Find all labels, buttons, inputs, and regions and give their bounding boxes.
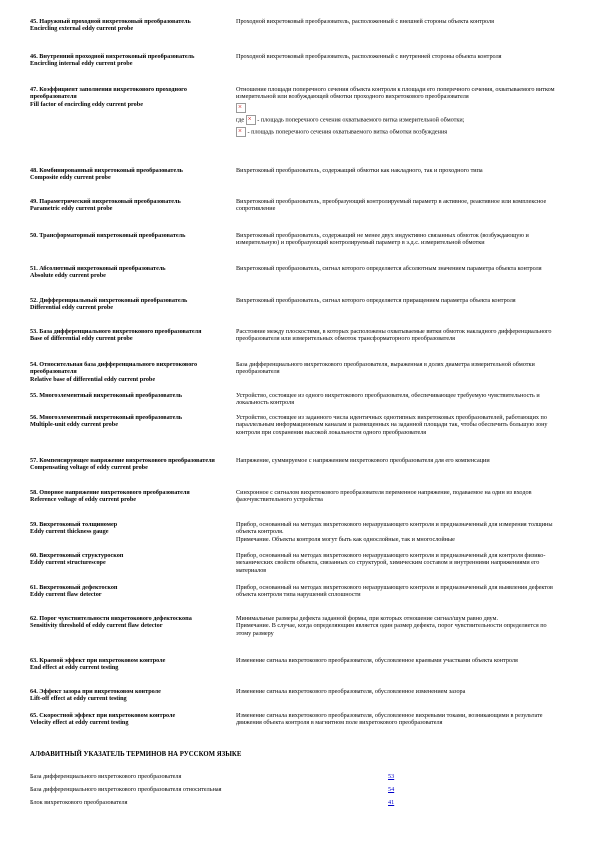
term-russian: 58. Опорное напряжение вихретокового преобразователя xyxy=(30,489,190,496)
definition-paragraph: Минимальные размеры дефекта заданной формы, при которых отношение сигнал/шум равно двум. xyxy=(236,615,499,622)
term-english: Sensitivity threshold of eddy current flaw detector xyxy=(30,622,163,630)
index-term: Блок вихретокового преобразователя xyxy=(30,799,128,806)
term-english: Velocity effect at eddy current testing xyxy=(30,719,129,727)
term-name xyxy=(30,232,230,239)
term-definition xyxy=(236,53,562,60)
term-definition xyxy=(236,457,562,464)
broken-image-icon xyxy=(236,103,246,113)
term-definition xyxy=(236,521,562,543)
formula-where: где xyxy=(236,116,246,124)
term-definition xyxy=(236,167,562,174)
definition-paragraph: Прибор, основанный на методах вихретокового неразрушающего контроля и предназначенный для измерения толщины объекта контроля. xyxy=(236,521,553,536)
term-name xyxy=(30,489,230,504)
term-russian: 54. Относительная база дифференциального вихретокового преобразователя xyxy=(30,361,198,376)
term-english: Encircling internal eddy current probe xyxy=(30,60,133,68)
term-russian: 48. Комбинированный вихретоковый преобразователь xyxy=(30,167,183,174)
term-definition xyxy=(236,392,562,407)
term-russian: 49. Параметрический вихретоковый преобразователь xyxy=(30,198,181,205)
term-definition xyxy=(236,328,562,343)
broken-image-icon xyxy=(236,127,246,137)
term-russian: 46. Внутренний проходной вихретоковый преобразователь xyxy=(30,53,195,60)
term-russian: 63. Краевой эффект при вихретоковом контроле xyxy=(30,657,166,664)
term-english: Encircling external eddy current probe xyxy=(30,25,134,33)
index-ref-link[interactable]: 41 xyxy=(388,799,395,806)
term-english: Absolute eddy current probe xyxy=(30,272,106,280)
term-name xyxy=(30,265,230,280)
term-english: Multiple-unit eddy current probe xyxy=(30,421,118,429)
term-definition xyxy=(236,615,562,637)
index-title: АЛФАВИТНЫЙ УКАЗАТЕЛЬ ТЕРМИНОВ НА РУССКОМ ЯЗЫКЕ xyxy=(30,751,242,758)
term-russian: 50. Трансформаторный вихретоковый преобразователь xyxy=(30,232,186,239)
definition-paragraph: Вихретоковый преобразователь, сигнал которого определяется абсолютным значением параметра объекта контроля xyxy=(236,265,542,272)
definition-paragraph: Проходной вихретоковый преобразователь, расположенный с внутренней стороны объекта контроля xyxy=(236,53,502,60)
term-russian: 47. Коэффициент заполнения вихретокового проходного преобразователя xyxy=(30,86,187,101)
term-name xyxy=(30,361,230,383)
index-row xyxy=(30,773,450,781)
definition-paragraph: Напряжение, суммируемое с напряжением вихретокового преобразователя для его компенсации xyxy=(236,457,490,464)
term-english: Eddy current flaw detector xyxy=(30,591,102,599)
term-russian: 56. Многоэлементный вихретоковый преобразователь xyxy=(30,414,183,421)
term-name xyxy=(30,198,230,213)
term-russian: 55. Многоэлементный вихретоковый преобразователь xyxy=(30,392,183,399)
index-row xyxy=(30,799,450,807)
term-name xyxy=(30,688,230,703)
index-term: База дифференциального вихретокового преобразователя относительная xyxy=(30,786,222,793)
term-russian: 53. База дифференциального вихретокового преобразователя xyxy=(30,328,202,335)
term-name xyxy=(30,457,230,472)
definition-paragraph: Изменение сигнала вихретокового преобразователя, обусловленное вихревыми токами, возникающими в результате движения объекта контроля в магнитном поле вихретокового преобразователя xyxy=(236,712,543,727)
definition-paragraph: Изменение сигнала вихретокового преобразователя, обусловленное краевыми участками объекта контроля xyxy=(236,657,518,664)
term-name xyxy=(30,552,230,567)
term-english: Reference voltage of eddy current probe xyxy=(30,496,137,504)
term-name xyxy=(30,53,230,68)
term-definition xyxy=(236,198,562,213)
definition-paragraph: Изменение сигнала вихретокового преобразователя, обусловленное изменением зазора xyxy=(236,688,466,695)
definition-paragraph: База дифференциального вихретокового преобразователя, выраженная в долях диаметра измерительной обмотки преобразователя xyxy=(236,361,535,376)
broken-image-icon xyxy=(246,115,256,125)
term-definition xyxy=(236,265,562,272)
definition-paragraph: Проходной вихретоковый преобразователь, расположенный с внешней стороны объекта контроля xyxy=(236,18,494,25)
term-name xyxy=(30,86,230,108)
index-term: База дифференциального вихретокового преобразователя xyxy=(30,773,182,780)
term-russian: 57. Компенсирующее напряжение вихретокового преобразователя xyxy=(30,457,215,464)
term-english: Composite eddy current probe xyxy=(30,174,111,182)
definition-paragraph: Синхронное с сигналом вихретокового преобразователя переменное напряжение, подаваемое на один из входов фазочувствительного устройства xyxy=(236,489,532,504)
term-russian: 62. Порог чувствительности вихретокового дефектоскопа xyxy=(30,615,192,622)
term-russian: 52. Дифференциальный вихретоковый преобразователь xyxy=(30,297,188,304)
term-english: Base of differential eddy current probe xyxy=(30,335,133,343)
term-russian: 65. Скоростной эффект при вихретоковом контроле xyxy=(30,712,176,719)
term-english: Eddy current thickness gauge xyxy=(30,528,109,536)
term-english: End effect at eddy current testing xyxy=(30,664,119,672)
term-name xyxy=(30,521,230,536)
term-definition xyxy=(236,552,562,574)
definition-paragraph: Устройство, состоящее из одного вихретокового преобразователя, обеспечивающее требуемую чувствительность и локальность контроля xyxy=(236,392,540,407)
definition-paragraph: Отношение площади поперечного сечения объекта контроля к площади его поперечного сечения, охватываемого витком измерительной или возбуждающей обмотки проходного вихретокового преобразователя xyxy=(236,86,555,101)
term-russian: 45. Наружный проходной вихретоковый преобразователь xyxy=(30,18,191,25)
term-english: Compensating voltage of eddy current probe xyxy=(30,464,148,472)
index-ref-link[interactable]: 54 xyxy=(388,786,395,793)
definition-paragraph: Примечание. Объекты контроля могут быть как однослойные, так и многослойные xyxy=(236,535,455,543)
term-russian: 51. Абсолютный вихретоковый преобразователь xyxy=(30,265,166,272)
definition-paragraph: Вихретоковый преобразователь, преобразующий контролируемый параметр в активное, реактивное или комплексное сопротивление xyxy=(236,198,547,213)
term-russian: 61. Вихретоковый дефектоскоп xyxy=(30,584,118,591)
term-english: Relative base of differential eddy current probe xyxy=(30,375,156,383)
term-english: Fill factor of encircling eddy current probe xyxy=(30,100,143,108)
term-russian: 59. Вихретоковый толщиномер xyxy=(30,521,118,528)
term-name xyxy=(30,657,230,672)
definition-paragraph: Примечание. В случае, когда определяющим является один размер дефекта, порог чувствительности определяется по этому размеру xyxy=(236,622,547,637)
definition-paragraph: Вихретоковый преобразователь, сигнал которого определяется приращением параметра объекта контроля xyxy=(236,297,516,304)
definition-paragraph: Вихретоковый преобразователь, содержащий обмотки как накладного, так и проходного типа xyxy=(236,167,483,174)
term-russian: 60. Вихретоковый структуроскоп xyxy=(30,552,124,559)
formula-text: - площадь поперечного сечения охватываемого витка измерительной обмотки; xyxy=(255,116,465,124)
term-name xyxy=(30,414,230,429)
term-name xyxy=(30,297,230,312)
definition-paragraph: Расстояние между плоскостями, в которых расположены охватываемые витки обмоток накладного дифференциального преобразователя или измерительных обмоток трансформаторного преобразователя xyxy=(236,328,552,343)
term-definition xyxy=(236,361,562,376)
term-english: Parametric eddy current probe xyxy=(30,205,113,213)
term-definition xyxy=(236,584,562,599)
term-definition xyxy=(236,414,562,436)
index-row xyxy=(30,786,450,794)
term-english: Lift-off effect at eddy current testing xyxy=(30,695,127,703)
definition-paragraph: Вихретоковый преобразователь, содержащий не менее двух индуктивно связанных обмоток (возбуждающую и измерительную) и преобразующий контролируемый параметр в э.д.с. измерительной обмотки xyxy=(236,232,529,247)
definition-paragraph: Прибор, основанный на методах вихретокового неразрушающего контроля и предназначенный для контроля физико-механических свойств объекта, связанных со структурой, химическим составом и внутренними напряжениями его материалов xyxy=(236,552,546,574)
term-definition xyxy=(236,18,562,25)
term-name xyxy=(30,584,230,599)
term-definition xyxy=(236,657,562,664)
term-name xyxy=(30,712,230,727)
term-name xyxy=(30,328,230,343)
term-name xyxy=(30,167,230,182)
term-name xyxy=(30,18,230,33)
term-definition xyxy=(236,712,562,727)
term-name xyxy=(30,615,230,630)
term-definition xyxy=(236,297,562,304)
definition-paragraph: Прибор, основанный на методах вихретокового неразрушающего контроля и предназначенный для выявления дефектов объекта контроля типа нарушений сплошности xyxy=(236,584,553,599)
term-definition xyxy=(236,232,562,247)
term-definition xyxy=(236,86,562,137)
index-ref-link[interactable]: 53 xyxy=(388,773,395,780)
term-definition xyxy=(236,688,562,695)
term-definition xyxy=(236,489,562,504)
term-name xyxy=(30,392,230,399)
definition-paragraph: Устройство, состоящее из заданного числа идентичных однотипных вихретоковых преобразователей, работающих по параллельным информационным каналам и размещенных на заданной площади так, чтобы обеспечить большую зону контроля при сохранении высокой локальности одного преобразователя xyxy=(236,414,548,436)
formula-text: - площадь поперечного сечения охватываемого витка обмотки возбуждения xyxy=(246,128,448,136)
term-english: Differential eddy current probe xyxy=(30,304,114,312)
term-russian: 64. Эффект зазора при вихретоковом контроле xyxy=(30,688,161,695)
term-english: Eddy current structurescope xyxy=(30,559,106,567)
